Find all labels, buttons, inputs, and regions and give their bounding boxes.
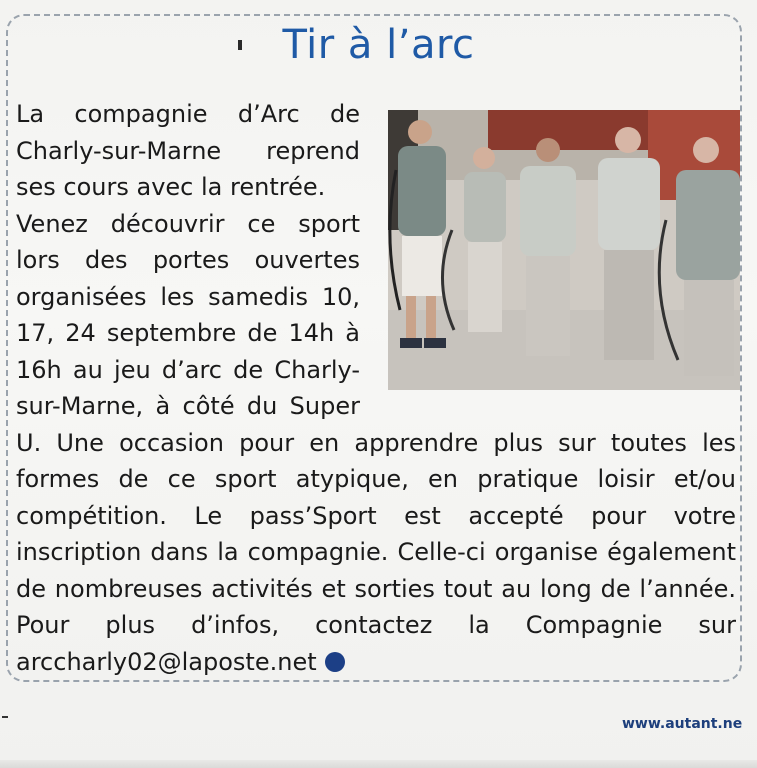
photo-spacer [370, 96, 736, 390]
article-paragraph-1: La compagnie d’Arc de Charly-sur-Marne reprend ses cours avec la rentrée. [16, 100, 360, 201]
end-of-article-dot-icon [325, 652, 345, 672]
article-title: Tir à l’arc [282, 22, 475, 68]
page-edge [0, 760, 757, 768]
margin-mark [2, 716, 8, 718]
footer-url: www.autant.ne [622, 716, 743, 732]
article-body [16, 96, 736, 680]
article-paragraph-2: Venez découvrir ce sport lors des portes ouvertes organisées les samedis 10, 17, 24 septembre de 14h à 16h au jeu d’arc de Charly-sur-Marne, à côté du Super U. Une occasion pour en apprendre plus sur toutes les formes de ce sport atypique, en pratique loisir et/ou compétition. Le pass’Sport est accepté pour votre inscription dans la compagnie. Celle-ci organise également de nombreuses activités et sorties tout au long de l’année. Pour plus d’infos, contactez la Compagnie sur arccharly02@laposte.net [16, 209, 736, 676]
